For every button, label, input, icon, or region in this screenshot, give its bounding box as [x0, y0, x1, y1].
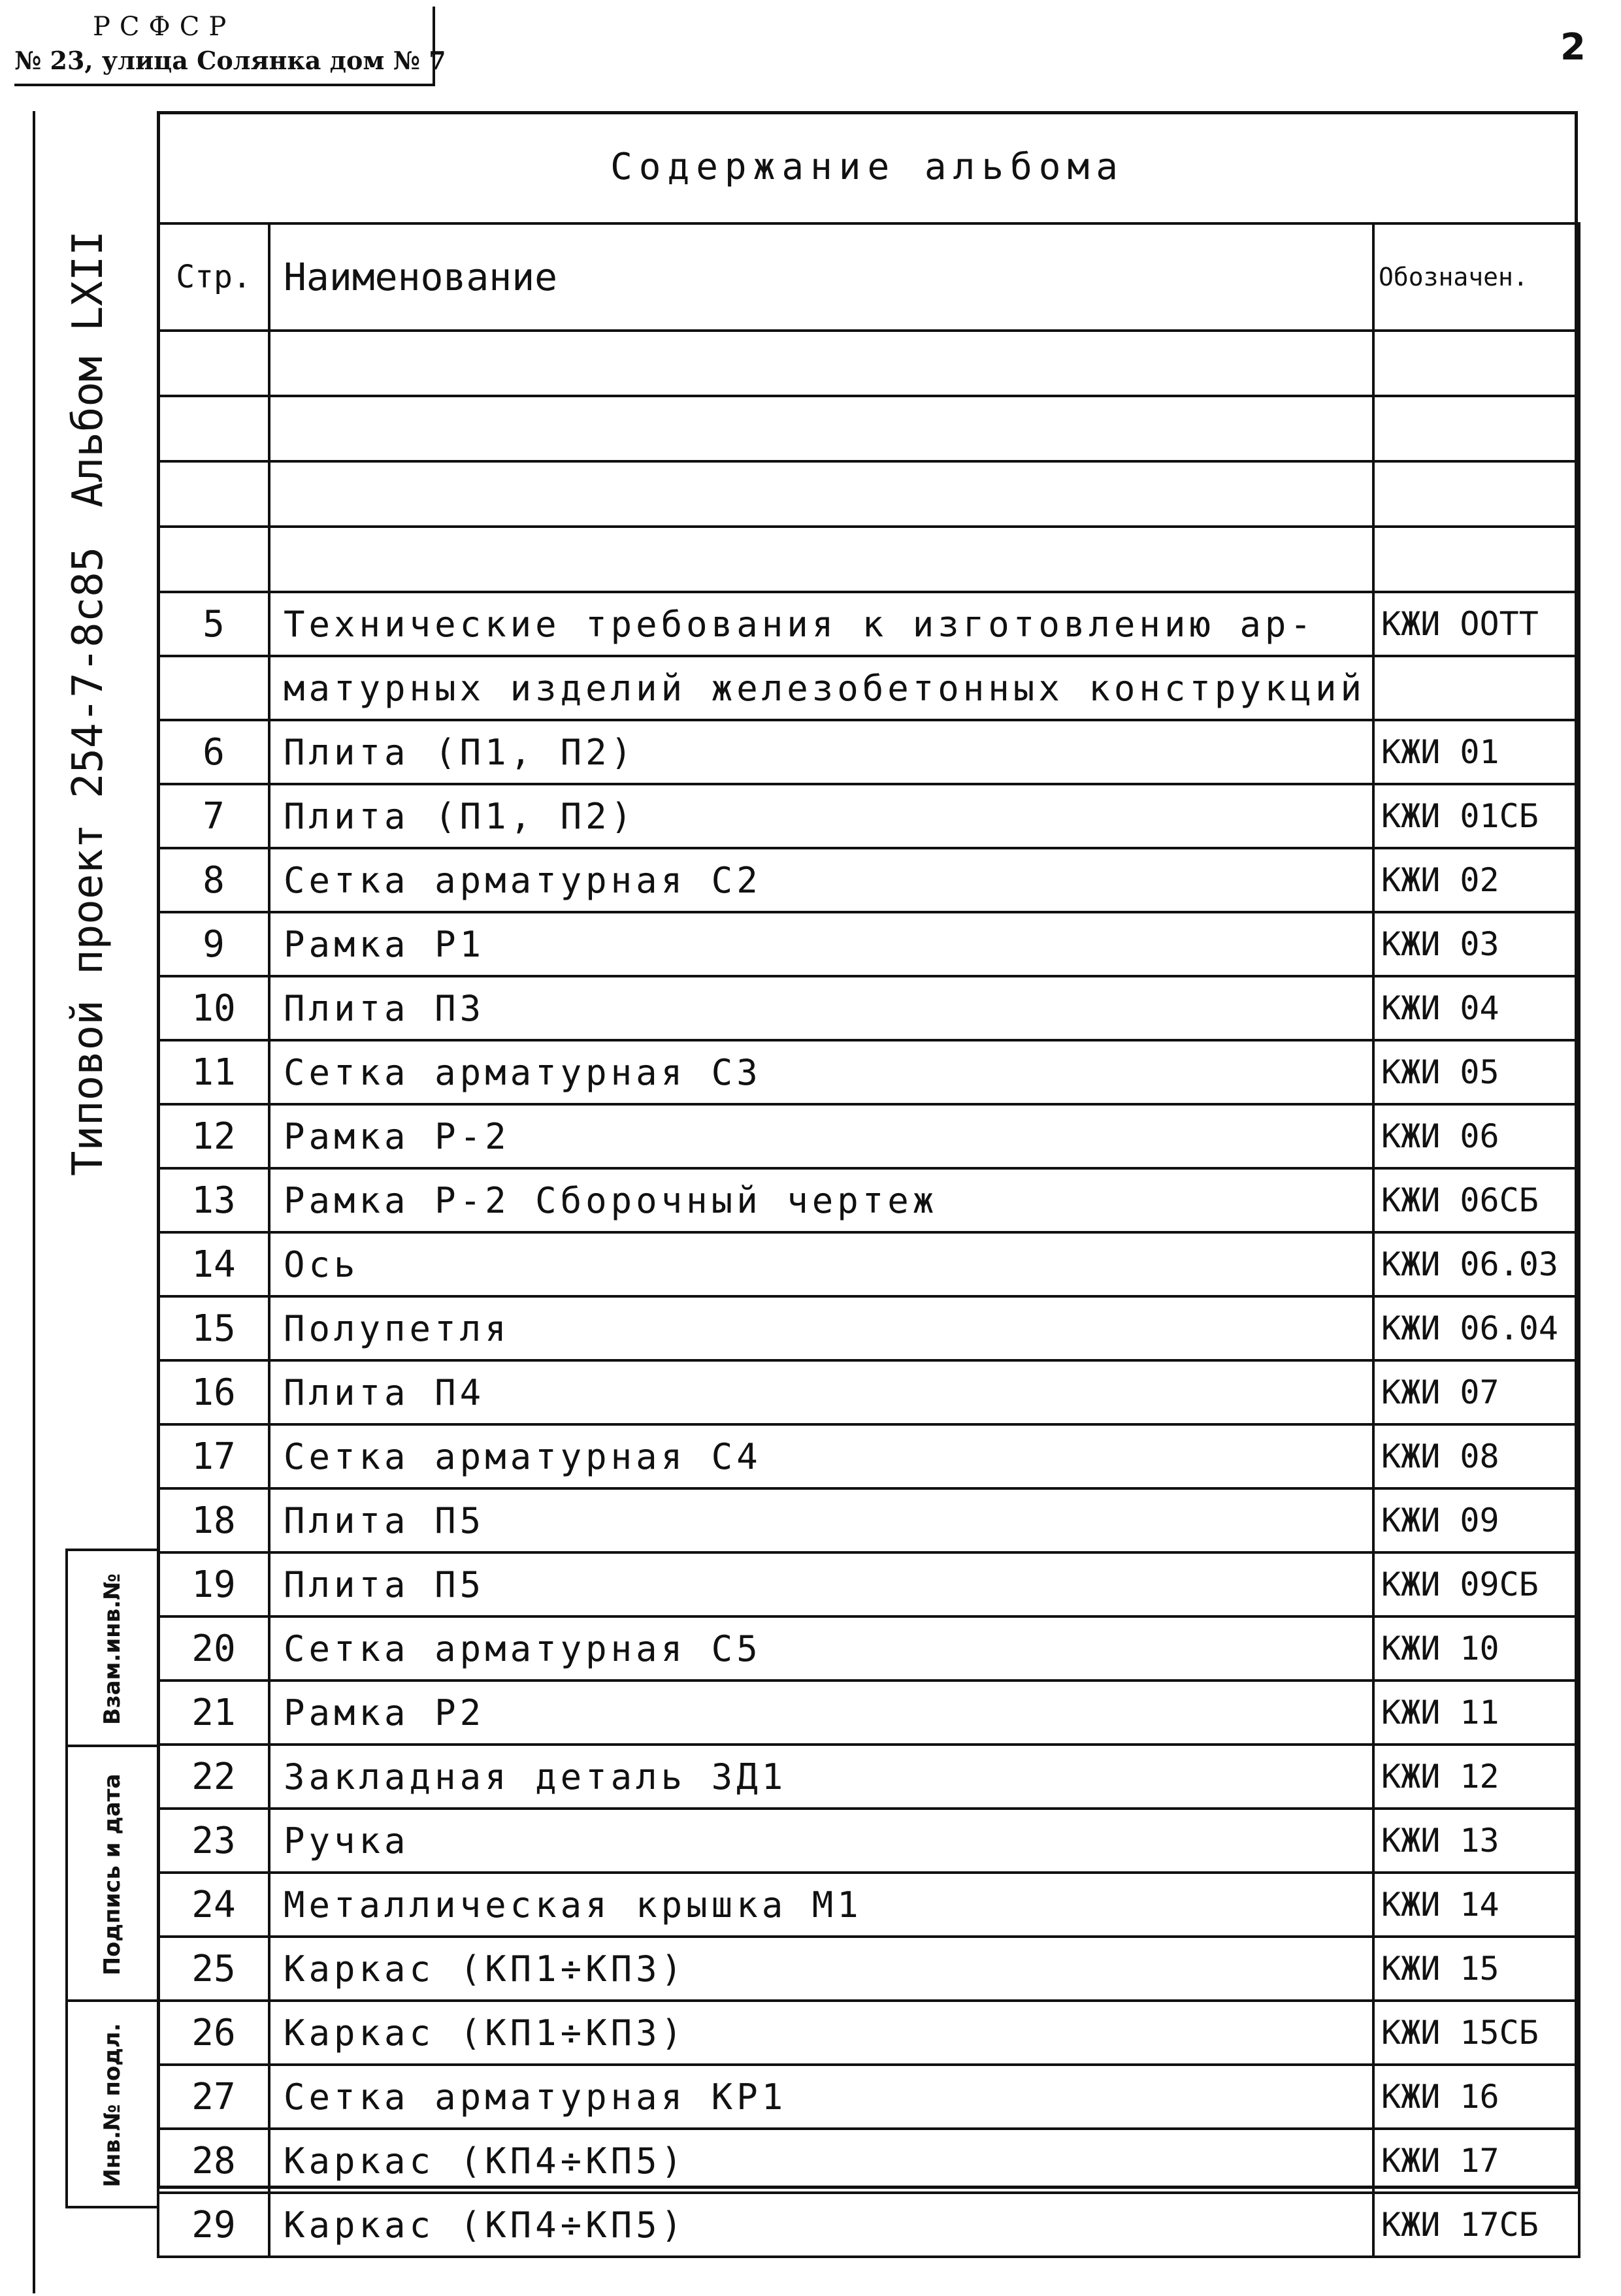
header-page: Стр. — [158, 223, 269, 331]
row-name: Рамка Р2 — [269, 1681, 1373, 1745]
table-row — [158, 1232, 1579, 1296]
row-code: КЖИ 15СБ — [1373, 2001, 1579, 2065]
row-page: 15 — [158, 1296, 269, 1360]
table-row — [158, 1937, 1579, 2001]
row-name: Каркас (КП4÷КП5) — [269, 2193, 1373, 2257]
row-code: КЖИ 17 — [1373, 2129, 1579, 2193]
table-row — [158, 1488, 1579, 1552]
row-name: Сетка арматурная С5 — [269, 1616, 1373, 1681]
table-row — [158, 1873, 1579, 1937]
row-name: Ручка — [269, 1809, 1373, 1873]
row-name: Сетка арматурная С3 — [269, 1040, 1373, 1104]
row-code: КЖИ 11 — [1373, 1681, 1579, 1745]
row-page — [158, 656, 269, 720]
row-name: матурных изделий железобетонных конструкций — [269, 656, 1373, 720]
row-code: КЖИ ООТТ — [1373, 592, 1579, 656]
table-row — [158, 1681, 1579, 1745]
row-name: Рамка Р-2 — [269, 1104, 1373, 1168]
row-code: КЖИ 16 — [1373, 2065, 1579, 2129]
left-margin-rule — [33, 111, 35, 2293]
row-page: 16 — [158, 1360, 269, 1424]
row-name: Каркас (КП4÷КП5) — [269, 2129, 1373, 2193]
original-inventory-label: Инв.№ подл. — [99, 2023, 125, 2188]
table-row — [158, 1040, 1579, 1104]
row-code: КЖИ 06СБ — [1373, 1168, 1579, 1232]
table-row — [158, 912, 1579, 976]
row-code: КЖИ 14 — [1373, 1873, 1579, 1937]
row-code: КЖИ 08 — [1373, 1424, 1579, 1488]
row-page: 11 — [158, 1040, 269, 1104]
blank-row — [158, 331, 1579, 396]
row-code: КЖИ 04 — [1373, 976, 1579, 1040]
row-name: Рамка Р1 — [269, 912, 1373, 976]
blank-row — [158, 527, 1579, 592]
row-page: 6 — [158, 720, 269, 784]
table-row — [158, 2065, 1579, 2129]
stamp-line-2: № 23, улица Солянка дом № 7 — [14, 46, 446, 75]
row-page: 24 — [158, 1873, 269, 1937]
row-page: 23 — [158, 1809, 269, 1873]
contents-table — [157, 222, 1580, 2258]
row-code: КЖИ 09 — [1373, 1488, 1579, 1552]
table-row — [158, 656, 1579, 720]
row-code: КЖИ 15 — [1373, 1937, 1579, 2001]
row-code — [1373, 656, 1579, 720]
blank-row — [158, 461, 1579, 527]
table-row — [158, 2129, 1579, 2193]
table-row — [158, 1360, 1579, 1424]
row-page: 7 — [158, 784, 269, 848]
signature-date-block — [68, 1747, 157, 2002]
blank-row — [158, 396, 1579, 461]
contents-table-body — [158, 331, 1579, 2257]
archive-stamp — [14, 7, 446, 86]
row-code: КЖИ 07 — [1373, 1360, 1579, 1424]
row-name: Металлическая крышка М1 — [269, 1873, 1373, 1937]
table-row — [158, 720, 1579, 784]
header-name: Наименование — [269, 223, 1373, 331]
table-row — [158, 592, 1579, 656]
row-code: КЖИ 10 — [1373, 1616, 1579, 1681]
table-row — [158, 1552, 1579, 1616]
row-code: КЖИ 02 — [1373, 848, 1579, 912]
row-page: 20 — [158, 1616, 269, 1681]
row-page: 27 — [158, 2065, 269, 2129]
signature-date-label: Подпись и дата — [99, 1773, 125, 1976]
row-code: КЖИ 05 — [1373, 1040, 1579, 1104]
row-page: 9 — [158, 912, 269, 976]
row-page: 10 — [158, 976, 269, 1040]
row-name: Сетка арматурная КР1 — [269, 2065, 1373, 2129]
table-header-row — [158, 223, 1579, 331]
table-row — [158, 1296, 1579, 1360]
row-page: 29 — [158, 2193, 269, 2257]
table-row — [158, 1104, 1579, 1168]
table-row — [158, 1809, 1579, 1873]
page-title: Содержание альбома — [610, 145, 1124, 188]
table-row — [158, 1616, 1579, 1681]
row-name: Ось — [269, 1232, 1373, 1296]
approval-blocks — [65, 1549, 157, 2208]
row-page: 19 — [158, 1552, 269, 1616]
row-code: КЖИ 01СБ — [1373, 784, 1579, 848]
row-name: Сетка арматурная С4 — [269, 1424, 1373, 1488]
row-page: 13 — [158, 1168, 269, 1232]
row-page: 21 — [158, 1681, 269, 1745]
row-code: КЖИ 06 — [1373, 1104, 1579, 1168]
vertical-project-title: Типовой проект 254-7-8с85 — [64, 546, 112, 1176]
row-page: 26 — [158, 2001, 269, 2065]
row-page: 14 — [158, 1232, 269, 1296]
row-code: КЖИ 09СБ — [1373, 1552, 1579, 1616]
table-row — [158, 976, 1579, 1040]
row-page: 18 — [158, 1488, 269, 1552]
row-code: КЖИ 06.04 — [1373, 1296, 1579, 1360]
row-code: КЖИ 12 — [1373, 1745, 1579, 1809]
row-page: 17 — [158, 1424, 269, 1488]
table-row — [158, 1424, 1579, 1488]
header-code: Обозначен. — [1373, 223, 1579, 331]
replacement-inventory-label: Взам.инв.№ — [99, 1573, 125, 1725]
row-name: Плита П5 — [269, 1488, 1373, 1552]
table-row — [158, 1745, 1579, 1809]
row-code: КЖИ 06.03 — [1373, 1232, 1579, 1296]
row-page: 25 — [158, 1937, 269, 2001]
vertical-album-title: Альбом LXII — [64, 230, 112, 508]
row-name: Плита П4 — [269, 1360, 1373, 1424]
row-page: 12 — [158, 1104, 269, 1168]
row-code: КЖИ 03 — [1373, 912, 1579, 976]
row-name: Плита П5 — [269, 1552, 1373, 1616]
vertical-title — [39, 196, 137, 1176]
row-name: Рамка Р-2 Сборочный чертеж — [269, 1168, 1373, 1232]
row-name: Технические требования к изготовлению ар- — [269, 592, 1373, 656]
row-code: КЖИ 01 — [1373, 720, 1579, 784]
table-row — [158, 784, 1579, 848]
row-page: 8 — [158, 848, 269, 912]
table-row — [158, 2001, 1579, 2065]
table-row — [158, 1168, 1579, 1232]
row-page: 5 — [158, 592, 269, 656]
row-name: Плита (П1, П2) — [269, 784, 1373, 848]
row-name: Сетка арматурная С2 — [269, 848, 1373, 912]
replacement-inventory-block — [68, 1551, 157, 1747]
row-code: КЖИ 13 — [1373, 1809, 1579, 1873]
row-name: Плита П3 — [269, 976, 1373, 1040]
row-name: Полупетля — [269, 1296, 1373, 1360]
row-page: 28 — [158, 2129, 269, 2193]
row-page: 22 — [158, 1745, 269, 1809]
row-name: Плита (П1, П2) — [269, 720, 1373, 784]
original-inventory-block — [68, 2002, 157, 2208]
stamp-line-1: РСФСР — [93, 12, 236, 42]
row-name: Закладная деталь ЗД1 — [269, 1745, 1373, 1809]
row-name: Каркас (КП1÷КП3) — [269, 2001, 1373, 2065]
row-name: Каркас (КП1÷КП3) — [269, 1937, 1373, 2001]
table-row — [158, 2193, 1579, 2257]
table-row — [158, 848, 1579, 912]
row-code: КЖИ 17СБ — [1373, 2193, 1579, 2257]
page-number: 2 — [1560, 26, 1586, 69]
